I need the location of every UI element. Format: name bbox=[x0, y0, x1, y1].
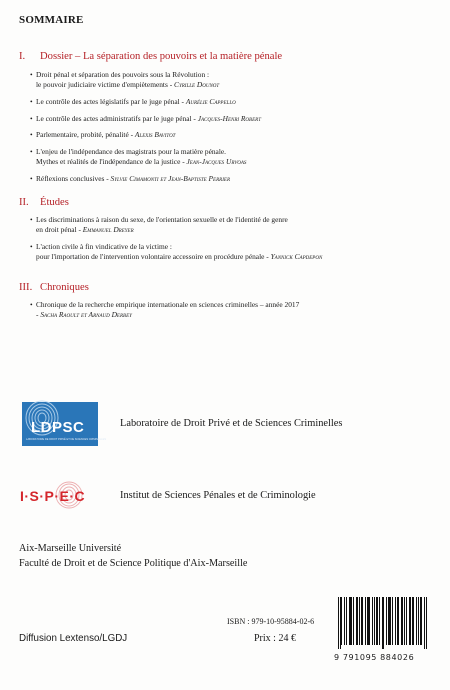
barcode-bar bbox=[406, 597, 407, 645]
barcode-number: 9 791095 884026 bbox=[334, 653, 415, 662]
toc-entry: • Réflexions conclusives - Sylvie Cimamonti et Jean-Baptiste Perrier bbox=[30, 174, 230, 183]
ldpsc-logo bbox=[22, 402, 107, 446]
entry-line: Mythes et réalités de l'indépendance de la justice - Jean-Jacques Urvoas bbox=[36, 156, 247, 166]
entry-author: Jacques-Henri Robert bbox=[197, 114, 261, 123]
section-number: I. bbox=[19, 51, 26, 62]
ispec-wordmark: I·S·P·E·C bbox=[20, 488, 86, 504]
barcode-bar bbox=[351, 597, 352, 645]
section-heading-chroniques bbox=[19, 282, 89, 293]
barcode-bar bbox=[420, 597, 421, 645]
barcode-bar bbox=[409, 597, 410, 645]
institution-ldpsc: Laboratoire de Droit Privé et de Sciences Criminelles bbox=[120, 418, 343, 429]
entry-author: Sylvie Cimamonti et Jean-Baptiste Perrier bbox=[110, 174, 230, 183]
distributor: Diffusion Lextenso/LGDJ bbox=[19, 633, 128, 644]
entry-line: - Sacha Raoult et Arnaud Derbey bbox=[36, 309, 132, 319]
entry-line: Chronique de la recherche empirique internationale en sciences criminelles – année 2017 bbox=[36, 300, 300, 309]
barcode-bar bbox=[421, 597, 422, 645]
entry-author: Alexis Bavitot bbox=[134, 130, 176, 139]
barcode-bar bbox=[426, 597, 427, 649]
barcode-bar bbox=[390, 597, 391, 645]
entry-line: Le contrôle des actes administratifs par le juge pénal - Jacques-Henri Robert bbox=[36, 114, 261, 123]
barcode-bar bbox=[372, 597, 373, 645]
section-number: II. bbox=[19, 197, 29, 208]
barcode-bar bbox=[374, 597, 375, 645]
section-title: Études bbox=[40, 197, 69, 208]
toc-entry: • Le contrôle des actes administratifs par le juge pénal - Jacques-Henri Robert bbox=[30, 114, 261, 123]
entry-author: Jean-Jacques Urvoas bbox=[186, 156, 247, 166]
entry-author: Sacha Raoult et Arnaud Derbey bbox=[40, 309, 132, 319]
institution-ispec: Institut de Sciences Pénales et de Criminologie bbox=[120, 490, 316, 501]
section-heading-etudes bbox=[19, 197, 69, 208]
entry-line: le pouvoir judiciaire victime d'empiètements - Cyrille Dounot bbox=[36, 79, 220, 89]
barcode-bar bbox=[359, 597, 360, 645]
section-title: Dossier – La séparation des pouvoirs et la matière pénale bbox=[40, 51, 283, 62]
toc-entry: • Les discriminations à raison du sexe, de l'orientation sexuelle et de l'identité de genre en droit pénal - Emmanuel Dreyer bbox=[30, 215, 288, 234]
price: Prix : 24 € bbox=[254, 633, 296, 644]
barcode-bar bbox=[397, 597, 398, 645]
entry-line: L'enjeu de l'indépendance des magistrats pour la matière pénale. bbox=[36, 147, 227, 156]
entry-line: Réflexions conclusives - Sylvie Cimamonti et Jean-Baptiste Perrier bbox=[36, 174, 230, 183]
barcode-bar bbox=[416, 597, 417, 645]
barcode-bar bbox=[379, 597, 380, 645]
barcode-bar bbox=[382, 597, 383, 649]
barcode-bar bbox=[365, 597, 366, 645]
barcode-bar bbox=[361, 597, 362, 645]
barcode-bar bbox=[392, 597, 393, 645]
barcode-bar bbox=[402, 597, 403, 645]
barcode-bar bbox=[362, 597, 363, 645]
barcode-bar bbox=[398, 597, 399, 645]
section-title: Chroniques bbox=[40, 282, 89, 293]
university-name: Aix-Marseille Université bbox=[19, 543, 122, 554]
barcode-bar bbox=[410, 597, 411, 645]
barcode-bar bbox=[412, 597, 413, 645]
toc-entry: • Chronique de la recherche empirique internationale en sciences criminelles – année 2017 - Sacha Raoult et Arnaud Derbey bbox=[30, 300, 300, 319]
section-heading-dossier bbox=[19, 51, 282, 62]
barcode-bar bbox=[395, 597, 396, 645]
entry-line: L'action civile à fin vindicative de la victime : bbox=[36, 242, 172, 251]
barcode-bar bbox=[404, 597, 405, 645]
barcode-bar bbox=[383, 597, 384, 649]
entry-line: Les discriminations à raison du sexe, de l'orientation sexuelle et de l'identité de genre bbox=[36, 215, 288, 224]
faculty-name: Faculté de Droit et de Science Politique d'Aix-Marseille bbox=[19, 558, 248, 569]
barcode bbox=[338, 597, 428, 649]
ispec-logo bbox=[19, 481, 105, 511]
barcode-bar bbox=[350, 597, 351, 645]
barcode-bar bbox=[424, 597, 425, 649]
toc-entry: • Le contrôle des actes législatifs par le juge pénal - Aurélie Cappello bbox=[30, 97, 236, 106]
barcode-bar bbox=[356, 597, 357, 645]
barcode-bar bbox=[341, 597, 342, 645]
barcode-bar bbox=[413, 597, 414, 645]
entry-line: en droit pénal - Emmanuel Dreyer bbox=[36, 224, 134, 234]
barcode-bar bbox=[389, 597, 390, 645]
section-number: III. bbox=[19, 282, 33, 293]
barcode-bar bbox=[386, 597, 387, 645]
barcode-bar bbox=[338, 597, 339, 649]
entry-author: Aurélie Cappello bbox=[185, 97, 236, 106]
barcode-bar bbox=[344, 597, 345, 645]
barcode-bar bbox=[377, 597, 378, 645]
entry-author: Emmanuel Dreyer bbox=[82, 224, 134, 234]
ldpsc-subtitle: LABORATOIRE DE DROIT PRIVÉ ET DE SCIENCES CRIMINELLES bbox=[26, 438, 107, 441]
entry-line: pour l'importation de l'intervention volontaire accessoire en procédure pénale - Yannick Capdepon bbox=[36, 251, 323, 261]
entry-line: Le contrôle des actes législatifs par le juge pénal - Aurélie Cappello bbox=[36, 97, 236, 106]
barcode-bar bbox=[369, 597, 370, 645]
barcode-bar bbox=[368, 597, 369, 645]
page-title: SOMMAIRE bbox=[19, 14, 84, 26]
isbn: ISBN : 979-10-95884-02-6 bbox=[227, 617, 315, 626]
barcode-bar bbox=[418, 597, 419, 645]
barcode-bar bbox=[353, 597, 354, 645]
barcode-bar bbox=[376, 597, 377, 645]
barcode-bar bbox=[388, 597, 389, 645]
barcode-bar bbox=[367, 597, 368, 645]
toc-entry: • L'enjeu de l'indépendance des magistrats pour la matière pénale. Mythes et réalités de l'indépendance de la justice - Jean-Jacques Urvoas bbox=[30, 147, 247, 166]
toc-entry: • Parlementaire, probité, pénalité - Alexis Bavitot bbox=[30, 130, 176, 139]
entry-author: Yannick Capdepon bbox=[270, 251, 323, 261]
barcode-bar bbox=[357, 597, 358, 645]
toc-entry: • Droit pénal et séparation des pouvoirs sous la Révolution : le pouvoir judiciaire victime d'empiètements - Cyrille Dounot bbox=[30, 70, 220, 89]
entry-author: Cyrille Dounot bbox=[174, 79, 220, 89]
entry-line: Parlementaire, probité, pénalité - Alexis Bavitot bbox=[36, 130, 176, 139]
ldpsc-wordmark: LDPSC bbox=[31, 419, 85, 436]
barcode-bar bbox=[346, 597, 347, 645]
barcode-bar bbox=[340, 597, 341, 649]
barcode-bar bbox=[401, 597, 402, 645]
barcode-bar bbox=[349, 597, 350, 645]
toc-entry: • L'action civile à fin vindicative de la victime : pour l'importation de l'intervention volontaire accessoire en procédure pénale - Yannick Capdepon bbox=[30, 242, 323, 261]
entry-line: Droit pénal et séparation des pouvoirs sous la Révolution : bbox=[36, 70, 210, 79]
